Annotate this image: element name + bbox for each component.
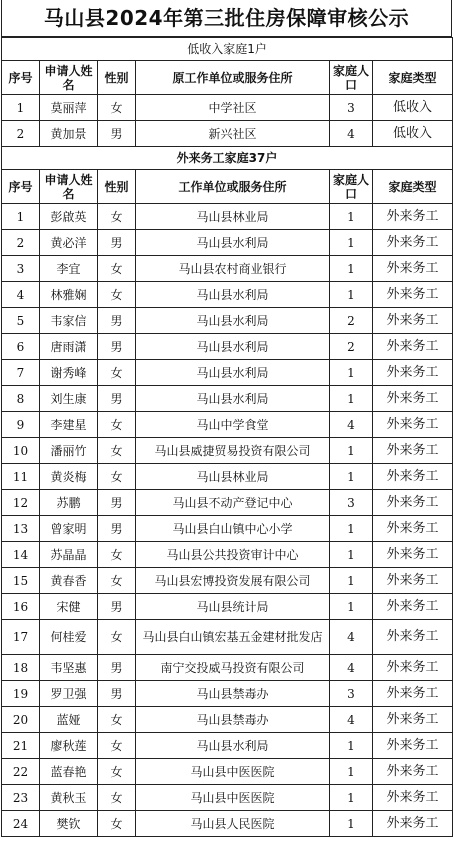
cell-family-size: 3 bbox=[330, 490, 373, 516]
cell-family-size: 1 bbox=[330, 438, 373, 464]
cell-gender: 男 bbox=[98, 681, 136, 707]
cell-family-size: 1 bbox=[330, 282, 373, 308]
cell-family-type: 外来务工 bbox=[373, 490, 453, 516]
cell-gender: 男 bbox=[98, 655, 136, 681]
cell-family-type: 外来务工 bbox=[373, 542, 453, 568]
cell-family-type: 外来务工 bbox=[373, 308, 453, 334]
cell-gender: 男 bbox=[98, 516, 136, 542]
table-row bbox=[2, 256, 453, 282]
col-header-unit: 原工作单位或服务住所 bbox=[136, 61, 330, 95]
cell-family-size: 1 bbox=[330, 733, 373, 759]
table-row bbox=[2, 759, 453, 785]
cell-index: 9 bbox=[2, 412, 40, 438]
cell-index: 17 bbox=[2, 620, 40, 655]
cell-family-size: 2 bbox=[330, 334, 373, 360]
cell-name: 刘生康 bbox=[40, 386, 98, 412]
col-header-family-size: 家庭人口 bbox=[330, 61, 373, 95]
col-header-unit: 工作单位或服务住所 bbox=[136, 170, 330, 204]
cell-gender: 男 bbox=[98, 386, 136, 412]
cell-name: 宋健 bbox=[40, 594, 98, 620]
cell-unit: 马山县禁毒办 bbox=[136, 681, 330, 707]
cell-index: 5 bbox=[2, 308, 40, 334]
cell-unit: 马山县宏博投资发展有限公司 bbox=[136, 568, 330, 594]
cell-family-size: 2 bbox=[330, 308, 373, 334]
cell-unit: 马山县白山镇中心小学 bbox=[136, 516, 330, 542]
cell-family-size: 1 bbox=[330, 204, 373, 230]
cell-name: 廖秋莲 bbox=[40, 733, 98, 759]
cell-unit: 马山县农村商业银行 bbox=[136, 256, 330, 282]
cell-name: 蓝春艳 bbox=[40, 759, 98, 785]
col-header-family-type: 家庭类型 bbox=[373, 170, 453, 204]
cell-family-size: 4 bbox=[330, 655, 373, 681]
cell-index: 22 bbox=[2, 759, 40, 785]
cell-unit: 马山县水利局 bbox=[136, 360, 330, 386]
cell-family-type: 外来务工 bbox=[373, 256, 453, 282]
cell-unit: 马山县人民医院 bbox=[136, 811, 330, 837]
cell-index: 10 bbox=[2, 438, 40, 464]
cell-name: 蓝娅 bbox=[40, 707, 98, 733]
migrant-header-row bbox=[2, 170, 453, 204]
cell-family-size: 1 bbox=[330, 516, 373, 542]
cell-unit: 马山县林业局 bbox=[136, 464, 330, 490]
cell-family-type: 外来务工 bbox=[373, 438, 453, 464]
cell-family-type: 外来务工 bbox=[373, 204, 453, 230]
cell-unit: 马山县水利局 bbox=[136, 282, 330, 308]
cell-family-type: 外来务工 bbox=[373, 230, 453, 256]
cell-name: 黄加景 bbox=[40, 121, 98, 147]
table-row bbox=[2, 360, 453, 386]
cell-unit: 马山县禁毒办 bbox=[136, 707, 330, 733]
cell-family-type: 外来务工 bbox=[373, 785, 453, 811]
col-header-gender: 性别 bbox=[98, 170, 136, 204]
cell-name: 莫丽萍 bbox=[40, 95, 98, 121]
cell-index: 2 bbox=[2, 230, 40, 256]
col-header-name: 申请人姓名 bbox=[40, 170, 98, 204]
cell-family-size: 1 bbox=[330, 811, 373, 837]
cell-gender: 女 bbox=[98, 282, 136, 308]
cell-gender: 女 bbox=[98, 707, 136, 733]
cell-index: 23 bbox=[2, 785, 40, 811]
cell-unit: 马山县中医医院 bbox=[136, 785, 330, 811]
cell-name: 苏晶晶 bbox=[40, 542, 98, 568]
table-row bbox=[2, 282, 453, 308]
cell-family-type: 外来务工 bbox=[373, 334, 453, 360]
cell-name: 李宜 bbox=[40, 256, 98, 282]
cell-family-type: 外来务工 bbox=[373, 360, 453, 386]
cell-name: 黄春香 bbox=[40, 568, 98, 594]
notice-table bbox=[1, 37, 453, 837]
cell-index: 3 bbox=[2, 256, 40, 282]
cell-gender: 男 bbox=[98, 230, 136, 256]
cell-family-size: 1 bbox=[330, 230, 373, 256]
cell-gender: 女 bbox=[98, 95, 136, 121]
cell-index: 24 bbox=[2, 811, 40, 837]
cell-family-type: 外来务工 bbox=[373, 412, 453, 438]
cell-index: 20 bbox=[2, 707, 40, 733]
cell-family-type: 外来务工 bbox=[373, 568, 453, 594]
cell-name: 何桂爱 bbox=[40, 620, 98, 655]
table-row bbox=[2, 121, 453, 147]
cell-family-type: 外来务工 bbox=[373, 681, 453, 707]
col-header-index: 序号 bbox=[2, 170, 40, 204]
cell-gender: 男 bbox=[98, 490, 136, 516]
cell-family-size: 3 bbox=[330, 681, 373, 707]
cell-family-size: 4 bbox=[330, 121, 373, 147]
cell-family-type: 外来务工 bbox=[373, 282, 453, 308]
table-row bbox=[2, 438, 453, 464]
cell-name: 黄炎梅 bbox=[40, 464, 98, 490]
table-row bbox=[2, 334, 453, 360]
cell-gender: 男 bbox=[98, 308, 136, 334]
table-row bbox=[2, 516, 453, 542]
cell-family-type: 低收入 bbox=[373, 121, 453, 147]
cell-unit: 马山县林业局 bbox=[136, 204, 330, 230]
col-header-name: 申请人姓名 bbox=[40, 61, 98, 95]
cell-unit: 马山县威捷贸易投资有限公司 bbox=[136, 438, 330, 464]
cell-gender: 女 bbox=[98, 568, 136, 594]
cell-family-size: 1 bbox=[330, 464, 373, 490]
cell-index: 1 bbox=[2, 95, 40, 121]
table-row bbox=[2, 785, 453, 811]
cell-family-size: 1 bbox=[330, 256, 373, 282]
table-row bbox=[2, 490, 453, 516]
cell-family-type: 外来务工 bbox=[373, 386, 453, 412]
cell-name: 李建星 bbox=[40, 412, 98, 438]
col-header-family-type: 家庭类型 bbox=[373, 61, 453, 95]
cell-name: 苏鹏 bbox=[40, 490, 98, 516]
table-row bbox=[2, 412, 453, 438]
table-row bbox=[2, 308, 453, 334]
cell-index: 14 bbox=[2, 542, 40, 568]
cell-unit: 中学社区 bbox=[136, 95, 330, 121]
cell-name: 黄必洋 bbox=[40, 230, 98, 256]
cell-index: 12 bbox=[2, 490, 40, 516]
cell-index: 16 bbox=[2, 594, 40, 620]
notice-page bbox=[1, 0, 452, 837]
low-income-heading: 低收入家庭1户 bbox=[2, 38, 453, 61]
cell-index: 7 bbox=[2, 360, 40, 386]
cell-name: 韦家信 bbox=[40, 308, 98, 334]
table-row bbox=[2, 733, 453, 759]
cell-index: 6 bbox=[2, 334, 40, 360]
cell-family-type: 外来务工 bbox=[373, 620, 453, 655]
cell-name: 黄秋玉 bbox=[40, 785, 98, 811]
cell-index: 8 bbox=[2, 386, 40, 412]
cell-name: 曾家明 bbox=[40, 516, 98, 542]
cell-unit: 马山县水利局 bbox=[136, 334, 330, 360]
table-row bbox=[2, 386, 453, 412]
cell-family-type: 外来务工 bbox=[373, 516, 453, 542]
cell-unit: 马山中学食堂 bbox=[136, 412, 330, 438]
cell-family-size: 1 bbox=[330, 360, 373, 386]
cell-index: 4 bbox=[2, 282, 40, 308]
cell-unit: 马山县公共投资审计中心 bbox=[136, 542, 330, 568]
migrant-section-heading bbox=[2, 147, 453, 170]
col-header-family-size: 家庭人口 bbox=[330, 170, 373, 204]
cell-family-size: 1 bbox=[330, 542, 373, 568]
cell-unit: 马山县水利局 bbox=[136, 733, 330, 759]
cell-name: 谢秀峰 bbox=[40, 360, 98, 386]
cell-gender: 女 bbox=[98, 438, 136, 464]
cell-family-size: 1 bbox=[330, 785, 373, 811]
cell-name: 潘丽竹 bbox=[40, 438, 98, 464]
table-row bbox=[2, 464, 453, 490]
cell-gender: 男 bbox=[98, 594, 136, 620]
cell-name: 林雅娴 bbox=[40, 282, 98, 308]
cell-unit: 南宁交投威马投资有限公司 bbox=[136, 655, 330, 681]
cell-gender: 女 bbox=[98, 759, 136, 785]
col-header-index: 序号 bbox=[2, 61, 40, 95]
cell-unit: 马山县水利局 bbox=[136, 308, 330, 334]
table-row bbox=[2, 655, 453, 681]
cell-unit: 新兴社区 bbox=[136, 121, 330, 147]
table-row bbox=[2, 681, 453, 707]
cell-gender: 女 bbox=[98, 785, 136, 811]
cell-gender: 女 bbox=[98, 360, 136, 386]
cell-name: 罗卫强 bbox=[40, 681, 98, 707]
cell-family-type: 外来务工 bbox=[373, 655, 453, 681]
cell-gender: 女 bbox=[98, 733, 136, 759]
cell-family-type: 外来务工 bbox=[373, 464, 453, 490]
cell-gender: 女 bbox=[98, 464, 136, 490]
migrant-heading: 外来务工家庭37户 bbox=[2, 147, 453, 170]
page-title: 马山县2024年第三批住房保障审核公示 bbox=[1, 0, 452, 37]
cell-gender: 女 bbox=[98, 811, 136, 837]
table-row bbox=[2, 230, 453, 256]
cell-index: 13 bbox=[2, 516, 40, 542]
cell-index: 19 bbox=[2, 681, 40, 707]
table-row bbox=[2, 707, 453, 733]
cell-unit: 马山县水利局 bbox=[136, 230, 330, 256]
cell-family-size: 3 bbox=[330, 95, 373, 121]
table-row bbox=[2, 204, 453, 230]
cell-gender: 女 bbox=[98, 620, 136, 655]
cell-unit: 马山县中医医院 bbox=[136, 759, 330, 785]
cell-gender: 女 bbox=[98, 204, 136, 230]
table-row bbox=[2, 568, 453, 594]
cell-index: 1 bbox=[2, 204, 40, 230]
table-row bbox=[2, 594, 453, 620]
cell-name: 樊钦 bbox=[40, 811, 98, 837]
cell-family-size: 4 bbox=[330, 412, 373, 438]
cell-unit: 马山县统计局 bbox=[136, 594, 330, 620]
low-income-section-heading bbox=[2, 38, 453, 61]
cell-gender: 女 bbox=[98, 412, 136, 438]
low-income-header-row bbox=[2, 61, 453, 95]
cell-family-type: 低收入 bbox=[373, 95, 453, 121]
table-row bbox=[2, 95, 453, 121]
cell-name: 唐雨潇 bbox=[40, 334, 98, 360]
cell-family-size: 1 bbox=[330, 386, 373, 412]
cell-family-size: 4 bbox=[330, 707, 373, 733]
col-header-gender: 性别 bbox=[98, 61, 136, 95]
cell-family-size: 1 bbox=[330, 568, 373, 594]
table-row bbox=[2, 811, 453, 837]
cell-name: 彭啟英 bbox=[40, 204, 98, 230]
cell-index: 11 bbox=[2, 464, 40, 490]
cell-index: 2 bbox=[2, 121, 40, 147]
cell-family-type: 外来务工 bbox=[373, 759, 453, 785]
cell-gender: 男 bbox=[98, 121, 136, 147]
cell-unit: 马山县白山镇宏基五金建材批发店 bbox=[136, 620, 330, 655]
table-row bbox=[2, 620, 453, 655]
cell-family-type: 外来务工 bbox=[373, 594, 453, 620]
cell-index: 21 bbox=[2, 733, 40, 759]
cell-family-type: 外来务工 bbox=[373, 733, 453, 759]
cell-family-size: 1 bbox=[330, 759, 373, 785]
cell-name: 韦坚惠 bbox=[40, 655, 98, 681]
cell-unit: 马山县不动产登记中心 bbox=[136, 490, 330, 516]
cell-index: 15 bbox=[2, 568, 40, 594]
cell-family-size: 1 bbox=[330, 594, 373, 620]
cell-index: 18 bbox=[2, 655, 40, 681]
cell-unit: 马山县水利局 bbox=[136, 386, 330, 412]
cell-gender: 女 bbox=[98, 542, 136, 568]
cell-family-type: 外来务工 bbox=[373, 707, 453, 733]
cell-gender: 女 bbox=[98, 256, 136, 282]
table-row bbox=[2, 542, 453, 568]
cell-family-type: 外来务工 bbox=[373, 811, 453, 837]
cell-family-size: 4 bbox=[330, 620, 373, 655]
cell-gender: 男 bbox=[98, 334, 136, 360]
